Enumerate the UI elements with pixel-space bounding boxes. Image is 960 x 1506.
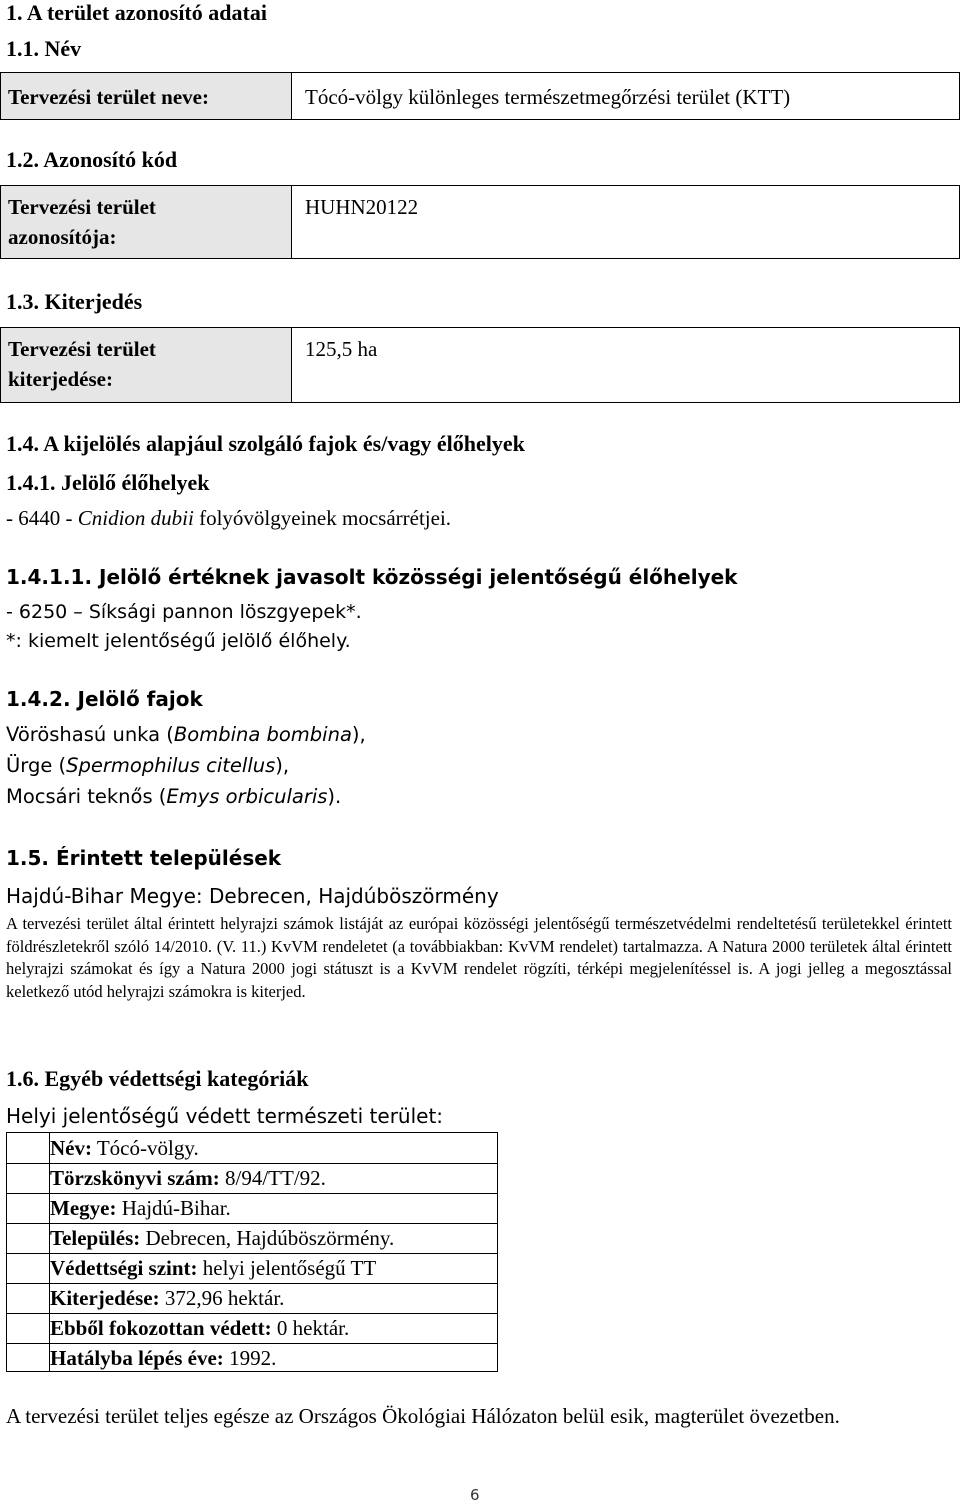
- table-row: Megye: Hajdú-Bihar.: [50, 1196, 231, 1220]
- table-row: Település: Debrecen, Hajdúböszörmény.: [50, 1226, 395, 1250]
- heading-name: 1.1. Név: [6, 36, 82, 61]
- table-row: Hatályba lépés éve: 1992.: [50, 1346, 277, 1370]
- parcel-paragraph: A tervezési terület által érintett helyrajzi számok listáját az európai közösségi jelentőségű természetvédelmi rendeltetésű területekkel érintett földrészletekről szóló 14/2010. (V. 11.) KvVM rendeletet (a továbbiakban: KvVM rendelet) tartalmazza. A Natura 2000 területek által érintett helyrajzi számokat és így a Natura 2000 jogi státuszt is a KvVM rendelet rögzíti, térképi megjelenítéssel is. A jogi jelleg a megosztással keletkező utód helyrajzi számokra is kiterjed.: [6, 914, 953, 1001]
- id-label: [1, 186, 291, 258]
- page-number: 6: [470, 1486, 480, 1504]
- extent-value: 125,5 ha: [305, 337, 378, 361]
- table-row: Ebből fokozottan védett: 0 hektár.: [50, 1316, 350, 1340]
- county-settlements: Hajdú-Bihar Megye: Debrecen, Hajdúböszörmény: [6, 884, 499, 908]
- heading-proposed-habitats: 1.4.1.1. Jelölő értéknek javasolt közösségi jelentőségű élőhelyek: [6, 565, 738, 589]
- extent-label-line1: Tervezési terület: [8, 337, 156, 361]
- local-protection-table: [6, 1132, 498, 1372]
- table-row: Kiterjedése: 372,96 hektár.: [50, 1286, 285, 1310]
- heading-designated-species: 1.4.2. Jelölő fajok: [6, 687, 203, 711]
- habitat-6250: - 6250 – Síksági pannon löszgyepek*.: [6, 601, 362, 623]
- id-value: HUHN20122: [305, 195, 419, 219]
- name-table: [0, 72, 960, 120]
- name-label: Tervezési terület neve:: [1, 73, 291, 119]
- priority-footnote: *: kiemelt jelentőségű jelölő élőhely.: [6, 630, 351, 652]
- section-title: 1. A terület azonosító adatai: [6, 0, 267, 25]
- id-label-line1: Tervezési terület: [8, 195, 156, 219]
- extent-table: [0, 327, 960, 403]
- habitat-6440: - 6440 - Cnidion dubii folyóvölgyeinek mocsárrétjei.: [6, 506, 452, 530]
- id-label-line2: azonosítója:: [8, 225, 117, 249]
- heading-designation-basis: 1.4. A kijelölés alapjául szolgáló fajok és/vagy élőhelyek: [6, 431, 525, 456]
- extent-label: [1, 328, 291, 402]
- heading-designated-habitats: 1.4.1. Jelölő élőhelyek: [6, 470, 210, 495]
- heading-id-code: 1.2. Azonosító kód: [6, 147, 178, 172]
- name-value: Tócó-völgy különleges természetmegőrzési terület (KTT): [305, 85, 791, 109]
- species-item: Mocsári teknős (Emys orbicularis).: [6, 785, 342, 808]
- species-item: Ürge (Spermophilus citellus),: [6, 754, 290, 777]
- table-row: Név: Tócó-völgy.: [50, 1136, 199, 1160]
- local-protection-intro: Helyi jelentőségű védett természeti terület:: [6, 1104, 444, 1128]
- heading-other-protection: 1.6. Egyéb védettségi kategóriák: [6, 1066, 309, 1091]
- heading-extent: 1.3. Kiterjedés: [6, 289, 143, 314]
- species-item: Vöröshasú unka (Bombina bombina),: [6, 723, 366, 746]
- id-table: [0, 185, 960, 259]
- table-row: Törzskönyvi szám: 8/94/TT/92.: [50, 1166, 326, 1190]
- extent-label-line2: kiterjedése:: [8, 367, 113, 391]
- heading-affected-settlements: 1.5. Érintett települések: [6, 846, 282, 870]
- ecological-network-paragraph: A tervezési terület teljes egésze az Országos Ökológiai Hálózaton belül esik, magterület övezetben.: [6, 1404, 840, 1428]
- table-row: Védettségi szint: helyi jelentőségű TT: [50, 1256, 377, 1280]
